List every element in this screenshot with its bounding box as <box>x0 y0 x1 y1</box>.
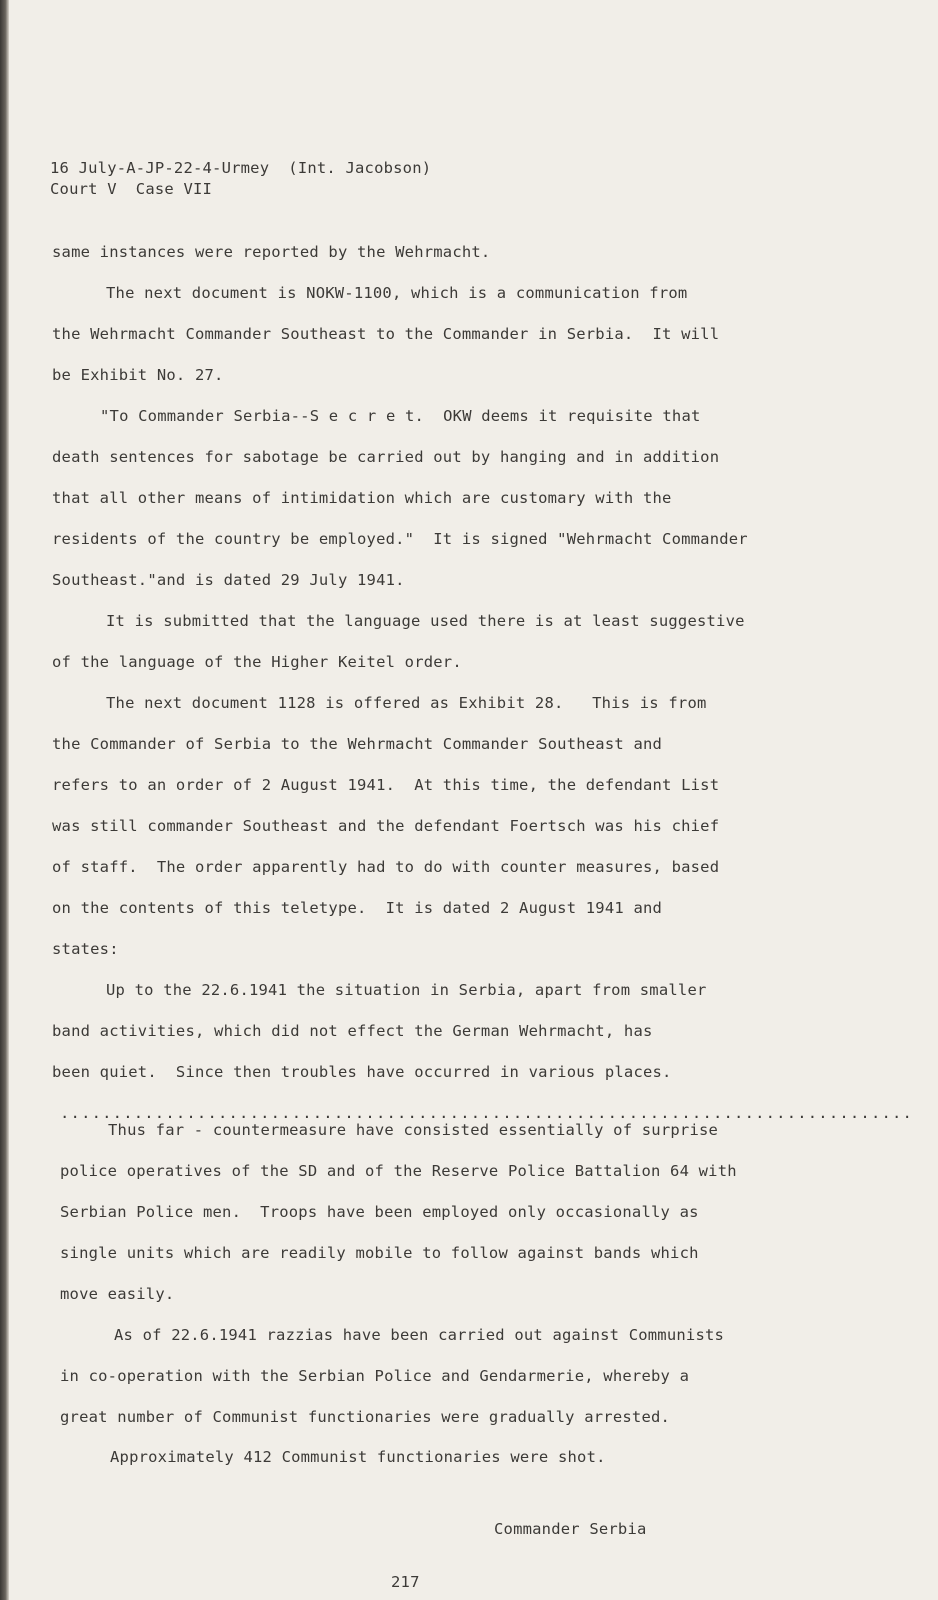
text-line: the Commander of Serbia to the Wehrmacht Commander Southeast and <box>52 735 663 753</box>
text-line: move easily. <box>60 1285 175 1303</box>
text-line: of the language of the Higher Keitel order. <box>52 653 462 671</box>
text-line: As of 22.6.1941 razzias have been carried out against Communists <box>114 1326 725 1344</box>
text-line: in co-operation with the Serbian Police and Gendarmerie, whereby a <box>60 1367 690 1385</box>
text-line: the Wehrmacht Commander Southeast to the Commander in Serbia. It will <box>52 325 720 343</box>
text-line: same instances were reported by the Wehrmacht. <box>52 243 491 261</box>
text-line: The next document 1128 is offered as Exhibit 28. This is from <box>106 694 707 712</box>
text-line: that all other means of intimidation which are customary with the <box>52 489 672 507</box>
text-line: be Exhibit No. 27. <box>52 366 224 384</box>
separator-dots: ................................................................................. <box>60 1104 914 1122</box>
page-edge-shadow <box>0 0 9 1600</box>
text-line: Serbian Police men. Troops have been employed only occasionally as <box>60 1203 699 1221</box>
text-line: on the contents of this teletype. It is dated 2 August 1941 and <box>52 899 663 917</box>
document-header <box>50 158 431 200</box>
text-line: police operatives of the SD and of the Reserve Police Battalion 64 with <box>60 1162 737 1180</box>
header-line-2: Court V Case VII <box>50 180 213 198</box>
text-line: was still commander Southeast and the defendant Foertsch was his chief <box>52 817 720 835</box>
page-number: 217 <box>391 1573 420 1591</box>
text-line: band activities, which did not effect the German Wehrmacht, has <box>52 1022 653 1040</box>
text-line: death sentences for sabotage be carried out by hanging and in addition <box>52 448 720 466</box>
text-line: great number of Communist functionaries were gradually arrested. <box>60 1408 671 1426</box>
text-line: It is submitted that the language used there is at least suggestive <box>106 612 745 630</box>
text-line: "To Commander Serbia--S e c r e t. OKW deems it requisite that <box>100 407 701 425</box>
text-line: The next document is NOKW-1100, which is a communication from <box>106 284 688 302</box>
text-line: Southeast."and is dated 29 July 1941. <box>52 571 405 589</box>
text-line: been quiet. Since then troubles have occurred in various places. <box>52 1063 672 1081</box>
text-line: Thus far - countermeasure have consisted essentially of surprise <box>108 1121 719 1139</box>
document-body <box>52 232 914 1133</box>
text-line: single units which are readily mobile to follow against bands which <box>60 1244 699 1262</box>
document-body-continued <box>60 1110 880 1476</box>
text-line: Approximately 412 Communist functionaries were shot. <box>110 1448 606 1466</box>
text-line: Up to the 22.6.1941 the situation in Serbia, apart from smaller <box>106 981 707 999</box>
text-line: refers to an order of 2 August 1941. At this time, the defendant List <box>52 776 720 794</box>
text-line: of staff. The order apparently had to do with counter measures, based <box>52 858 720 876</box>
signature-block: Commander Serbia <box>494 1520 647 1538</box>
text-line: states: <box>52 940 119 958</box>
header-line-1: 16 July-A-JP-22-4-Urmey (Int. Jacobson) <box>50 159 432 177</box>
text-line: residents of the country be employed." It is signed "Wehrmacht Commander <box>52 530 748 548</box>
